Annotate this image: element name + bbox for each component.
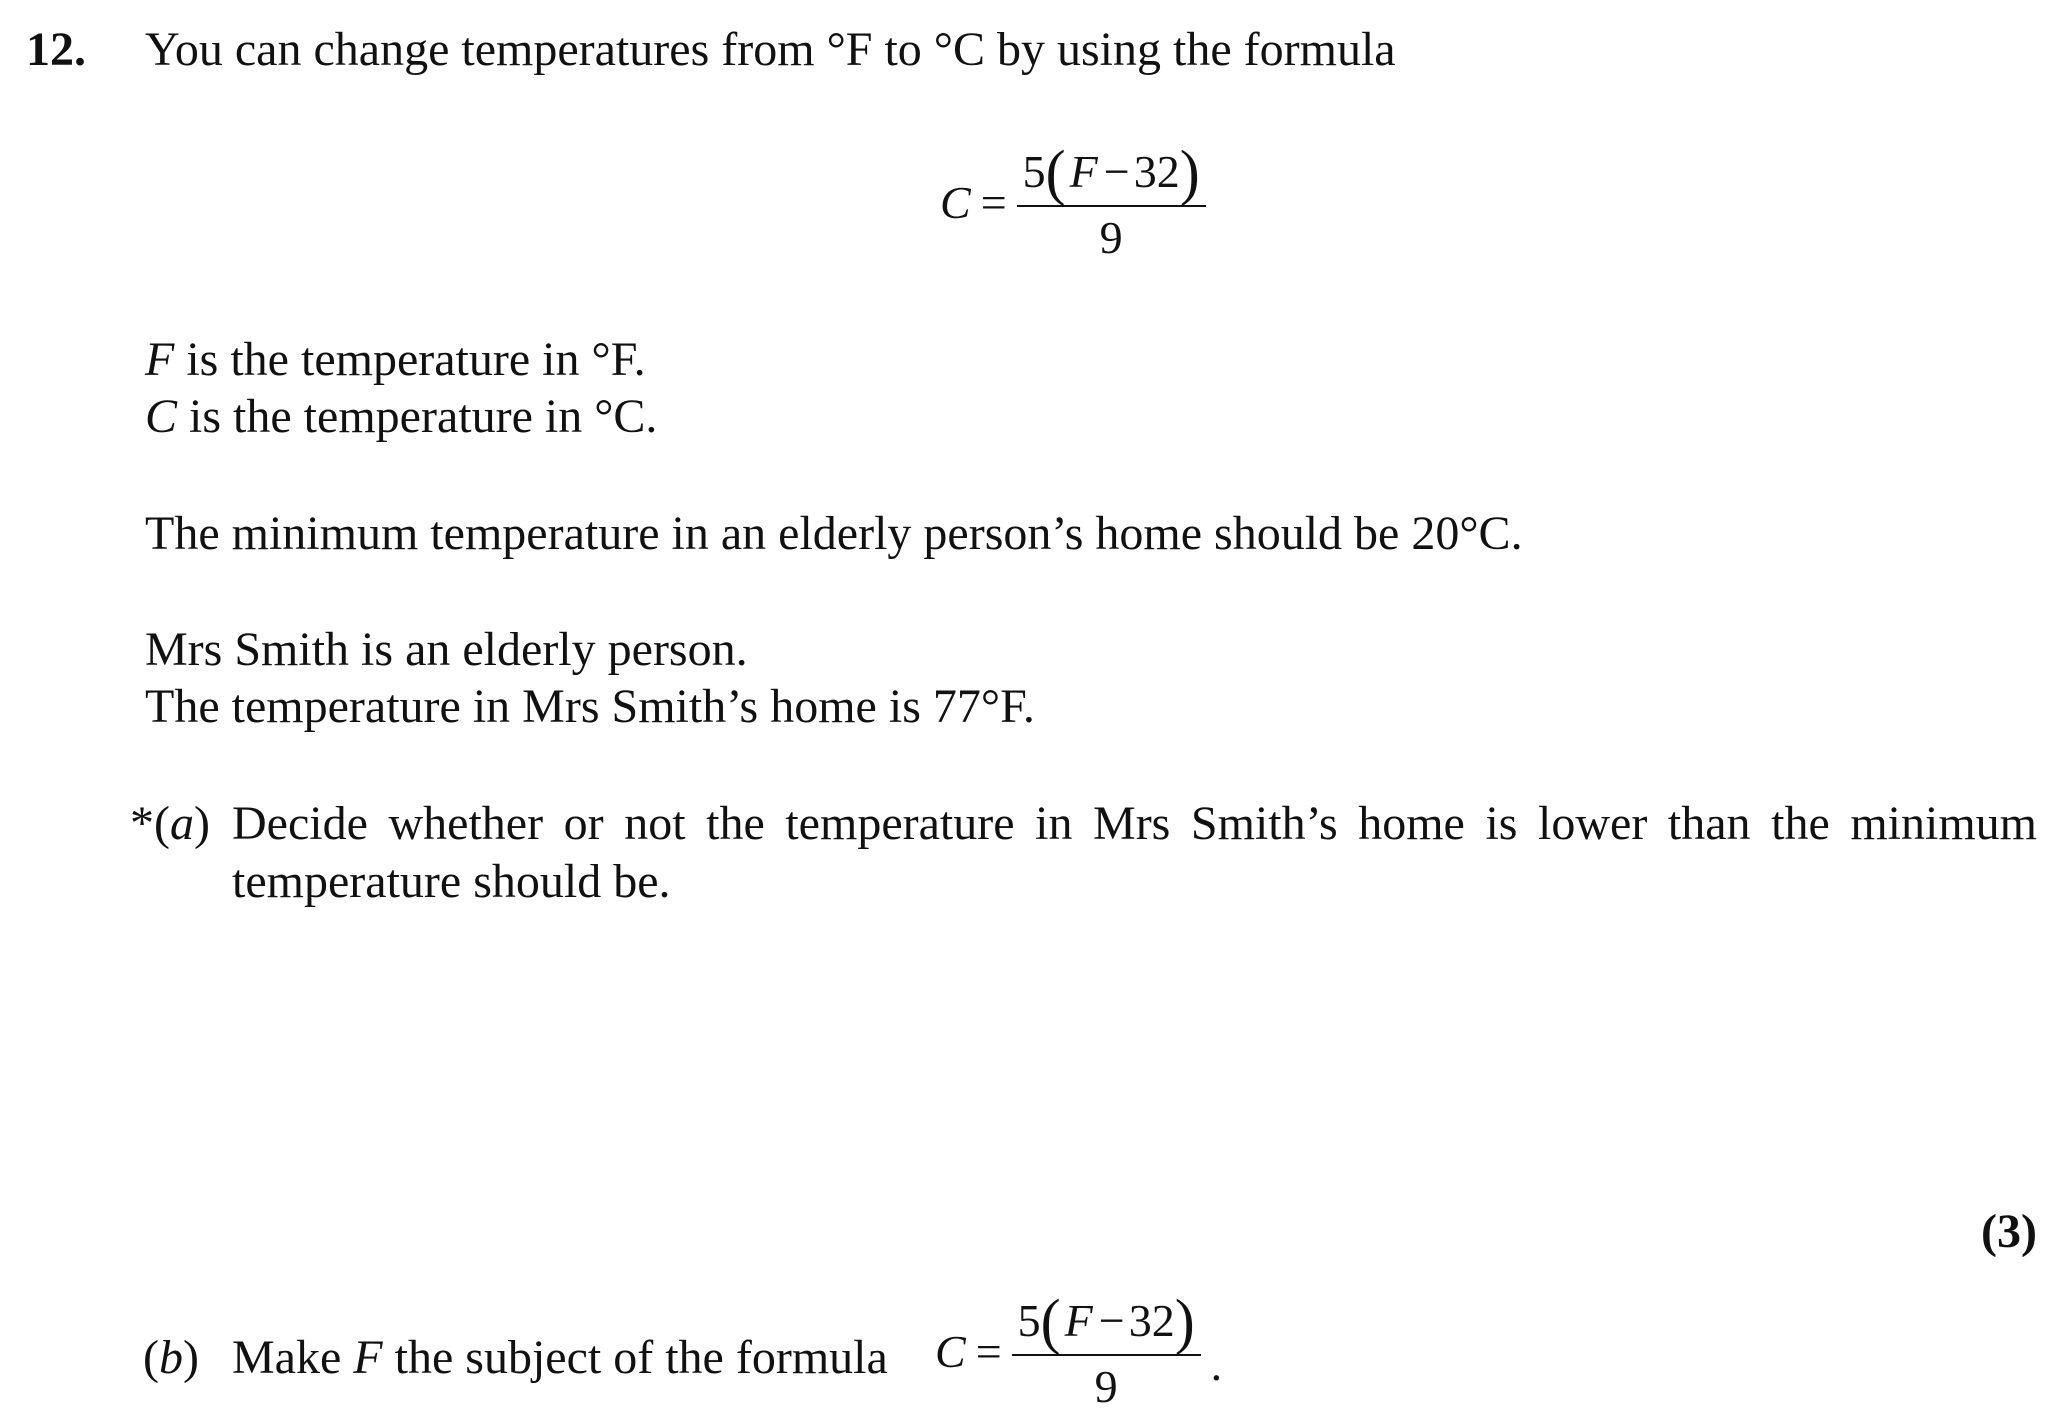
formula-lhs: C: [940, 177, 971, 228]
part-b-formula-numerator: [1012, 1286, 1201, 1356]
part-a-label: [130, 797, 210, 850]
close-paren: ): [1179, 137, 1200, 207]
formula-equals: =: [980, 177, 1007, 228]
question-intro: You can change temperatures from °F to °C by using the formula: [145, 23, 1396, 76]
conversion-formula: [940, 137, 1206, 263]
smith-line-1: Mrs Smith is an elderly person.: [145, 623, 748, 676]
part-b-formula-denominator: 9: [1094, 1361, 1118, 1412]
part-b-open: (: [143, 1331, 159, 1384]
question-number: 12.: [26, 23, 86, 76]
definition-f-text: is the temperature in °F.: [174, 333, 646, 386]
definition-f-variable: F: [145, 333, 175, 386]
part-a-letter: a: [169, 797, 194, 850]
part-b-numerator-coefficient: 5: [1017, 1295, 1041, 1346]
part-b-formula-lhs: C: [935, 1326, 966, 1377]
formula-denominator: 9: [1099, 212, 1123, 263]
part-b-text-before: Make: [232, 1331, 354, 1384]
part-b-label: [143, 1331, 199, 1384]
part-b-formula-fraction: [1012, 1286, 1201, 1412]
definition-f: [145, 333, 646, 386]
numerator-minus: −: [1103, 146, 1130, 197]
part-a-marks: (3): [1981, 1205, 2037, 1258]
formula-fraction: [1017, 137, 1206, 263]
part-b-text-after: the subject of the formula: [382, 1331, 888, 1384]
part-b-close: ): [182, 1331, 199, 1384]
numerator-variable: F: [1069, 146, 1098, 197]
part-b-numerator-minus: −: [1098, 1295, 1125, 1346]
part-b-letter: b: [158, 1331, 183, 1384]
definition-c-text: is the temperature in °C.: [177, 390, 658, 443]
part-a-close: ): [193, 797, 210, 850]
part-b-numerator-variable: F: [1064, 1295, 1093, 1346]
part-b-period: .: [1210, 1339, 1223, 1390]
numerator-coefficient: 5: [1022, 146, 1046, 197]
part-a-line-2: temperature should be.: [232, 855, 671, 908]
part-b-variable: F: [353, 1331, 383, 1384]
formula-numerator: [1017, 137, 1206, 207]
part-b-formula: [935, 1286, 1223, 1412]
part-b-text: [232, 1331, 888, 1384]
numerator-constant: 32: [1133, 146, 1180, 197]
definition-c-variable: C: [145, 390, 178, 443]
part-a-line-1: Decide whether or not the temperature in Mrs Smith’s home is lower than the minimum: [232, 797, 2037, 850]
smith-line-2: The temperature in Mrs Smith’s home is 77°F.: [145, 680, 1035, 733]
part-b-formula-equals: =: [975, 1326, 1002, 1377]
part-b-numerator-constant: 32: [1128, 1295, 1175, 1346]
minimum-temperature-statement: The minimum temperature in an elderly person’s home should be 20°C.: [145, 507, 1523, 560]
part-a-star: *(: [130, 797, 170, 850]
definition-c: [145, 390, 658, 443]
part-b-open-paren: (: [1040, 1286, 1061, 1356]
part-b-close-paren: ): [1174, 1286, 1195, 1356]
open-paren: (: [1045, 137, 1066, 207]
